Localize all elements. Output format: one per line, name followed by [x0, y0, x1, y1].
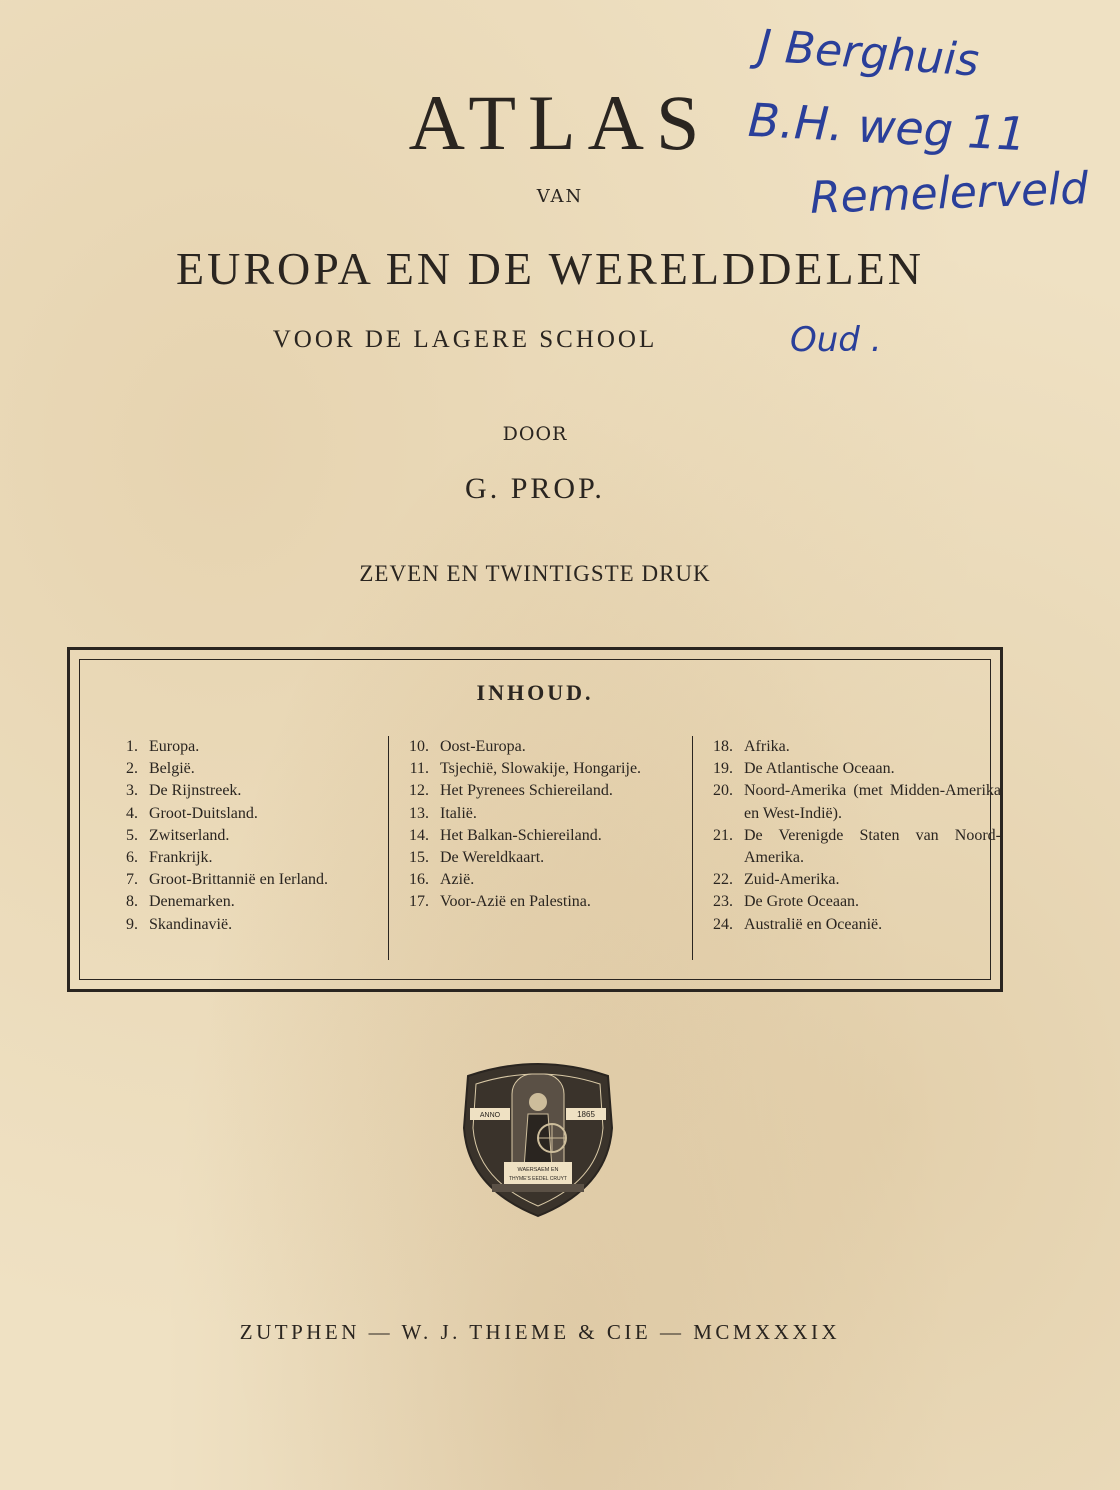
audience-line: VOOR DE LAGERE SCHOOL: [272, 326, 658, 353]
toc-entry: [106, 758, 376, 780]
toc-entry-title: De Verenigde Staten van Noord-Amerika.: [744, 826, 1001, 867]
toc-column-1: [106, 736, 376, 936]
toc-entry: [106, 780, 376, 802]
toc-entry-number: 1.: [126, 738, 138, 755]
publisher-emblem-icon: [452, 1058, 624, 1220]
author-name: G. PROP.: [465, 472, 605, 505]
toc-entry-number: 19.: [713, 760, 733, 778]
toc-entry-number: 15.: [409, 849, 429, 867]
toc-inner-frame: [79, 659, 1001, 980]
emblem-motto-line-2: THYME'S EEDEL CRUYT: [508, 1176, 568, 1182]
toc-entry: [106, 914, 376, 936]
toc-column-3: [692, 736, 1001, 960]
handwritten-note: Oud .: [790, 320, 882, 360]
toc-entry: [701, 780, 1001, 824]
emblem-motto-line-1: WAERSAEM EN: [517, 1167, 559, 1173]
toc-entry-title: Afrika.: [744, 738, 790, 755]
toc-entry: [701, 736, 1001, 758]
toc-entry: [397, 736, 692, 758]
book-subtitle: EUROPA EN DE WERELDDELEN: [176, 243, 924, 294]
table-of-contents: [67, 647, 1003, 992]
by-line: DOOR: [502, 423, 568, 445]
toc-entry-title: Frankrijk.: [149, 849, 213, 867]
toc-entry: [106, 803, 376, 825]
toc-entry-number: 18.: [713, 738, 733, 755]
toc-entry-title: Zuid-Amerika.: [744, 871, 840, 889]
toc-heading: INHOUD.: [476, 680, 594, 705]
toc-entry-number: 20.: [713, 782, 733, 800]
toc-entry: [701, 825, 1001, 869]
toc-entry: [106, 825, 376, 847]
handwritten-town: Remelerveld: [809, 163, 1090, 224]
toc-entry-number: 17.: [409, 893, 429, 911]
toc-entry-title: Het Pyrenees Schiereiland.: [440, 782, 613, 800]
toc-entry-number: 21.: [713, 826, 733, 844]
toc-entry-number: 11.: [409, 760, 429, 778]
toc-entry: [701, 869, 1001, 891]
toc-entry: [397, 847, 692, 869]
toc-entry: [397, 825, 692, 847]
toc-entry-number: 22.: [713, 871, 733, 889]
toc-entry-title: Denemarken.: [149, 893, 235, 911]
toc-entry-title: Zwitserland.: [149, 826, 230, 844]
toc-entry-number: 2.: [126, 760, 138, 778]
toc-entry-title: De Wereldkaart.: [440, 849, 545, 867]
toc-entry-number: 12.: [409, 782, 429, 800]
toc-entry-number: 3.: [126, 782, 138, 800]
toc-entry-title: Oost-Europa.: [440, 738, 526, 755]
toc-entry-title: Tsjechië, Slowakije, Hongarije.: [440, 760, 642, 778]
toc-entry-number: 9.: [126, 915, 138, 933]
toc-entry: [397, 869, 692, 891]
title-connector: VAN: [536, 186, 584, 207]
toc-entry-number: 6.: [126, 849, 138, 867]
toc-entry: [106, 736, 376, 758]
toc-entry-title: Italië.: [440, 804, 477, 822]
toc-entry: [397, 891, 692, 913]
toc-entry-title: België.: [149, 760, 195, 778]
toc-entry: [106, 891, 376, 913]
toc-entry-number: 5.: [126, 826, 138, 844]
emblem-anno-text: ANNO: [479, 1112, 501, 1119]
toc-entry-title: Het Balkan-Schiereiland.: [440, 826, 602, 844]
toc-entry-title: De Rijnstreek.: [149, 782, 242, 800]
toc-entry: [397, 780, 692, 802]
toc-entry-title: Europa.: [149, 738, 200, 755]
toc-entry-title: Australië en Oceanië.: [744, 915, 883, 933]
toc-entry-number: 16.: [409, 871, 429, 889]
toc-entry-title: Groot-Duitsland.: [149, 804, 258, 822]
toc-entry: [397, 758, 692, 780]
toc-entry-number: 10.: [409, 738, 429, 755]
toc-entry: [701, 891, 1001, 913]
emblem-year-text: 1865: [577, 1110, 595, 1119]
publisher-imprint: ZUTPHEN — W. J. THIEME & CIE — MCMXXXIX: [239, 1320, 841, 1344]
toc-entry-title: De Atlantische Oceaan.: [744, 760, 895, 778]
toc-entry-number: 8.: [126, 893, 138, 911]
toc-entry-number: 7.: [126, 871, 138, 889]
toc-entry-title: De Grote Oceaan.: [744, 893, 860, 911]
handwritten-owner-name: J Berghuis: [756, 20, 981, 87]
toc-entry: [106, 847, 376, 869]
toc-entry-number: 13.: [409, 804, 429, 822]
toc-entry-number: 23.: [713, 893, 733, 911]
toc-entry: [701, 758, 1001, 780]
toc-entry: [701, 914, 1001, 936]
toc-column-2: [388, 736, 692, 960]
toc-entry-title: Skandinavië.: [149, 915, 233, 933]
edition-line: ZEVEN EN TWINTIGSTE DRUK: [359, 561, 711, 586]
toc-entry-title: Groot-Brittannië en Ierland.: [149, 871, 329, 889]
toc-entry-title: Voor-Azië en Palestina.: [440, 893, 591, 911]
toc-entry-title: Noord-Amerika (met Midden-Amerika en West-Indië).: [744, 782, 1001, 822]
toc-entry-number: 24.: [713, 915, 733, 933]
book-title: ATLAS: [408, 79, 712, 166]
toc-entry: [106, 869, 376, 891]
handwritten-address: B.H. weg 11: [746, 92, 1028, 162]
toc-entry-title: Azië.: [440, 871, 475, 889]
toc-entry-number: 4.: [126, 804, 138, 822]
toc-entry-number: 14.: [409, 826, 429, 844]
toc-entry: [397, 803, 692, 825]
